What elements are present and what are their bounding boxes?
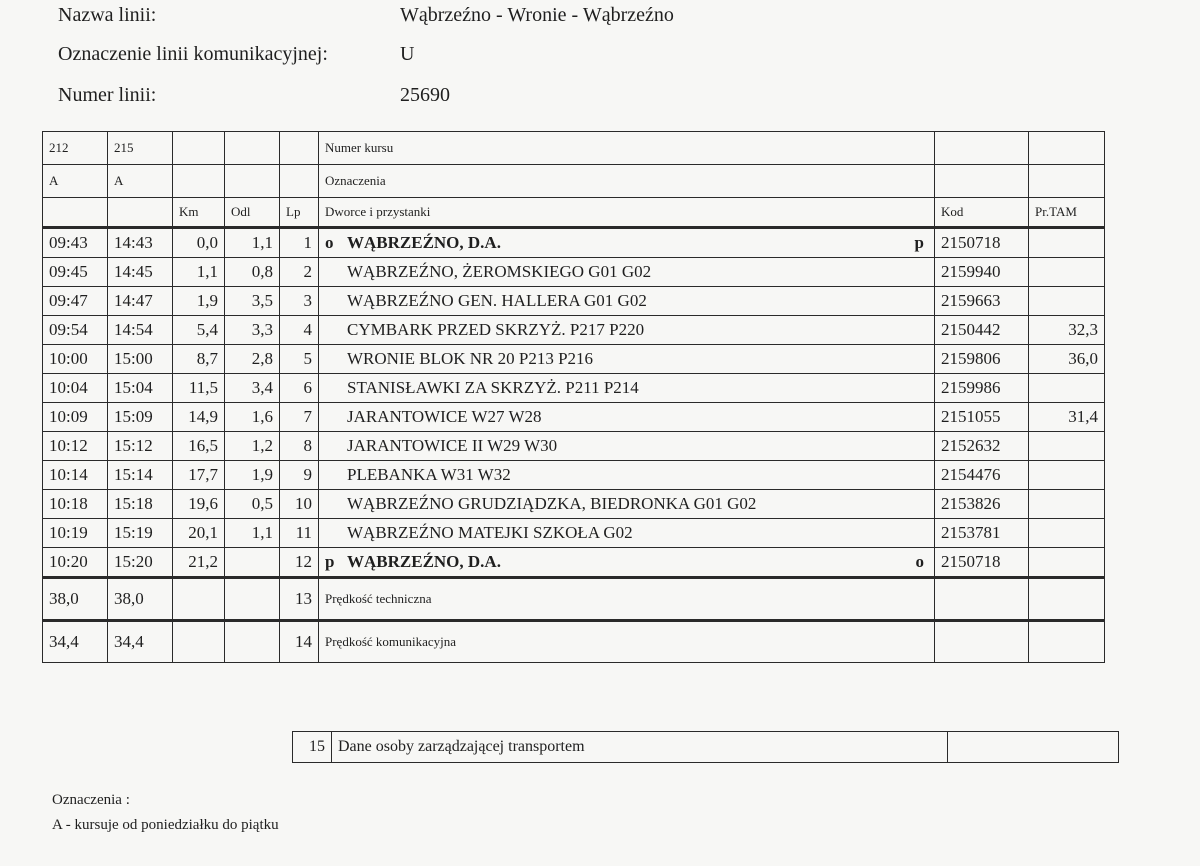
distance-km: 21,2 <box>173 548 225 578</box>
col-km: Km <box>173 198 225 228</box>
stop-code: 2150442 <box>935 316 1029 345</box>
stop-code: 2159663 <box>935 287 1029 316</box>
stop-lp: 12 <box>280 548 319 578</box>
stop-lp: 2 <box>280 258 319 287</box>
distance-odl: 1,1 <box>225 228 280 258</box>
stop-lp: 10 <box>280 490 319 519</box>
stop-code: 2152632 <box>935 432 1029 461</box>
distance-km: 16,5 <box>173 432 225 461</box>
distance-odl: 0,5 <box>225 490 280 519</box>
stop-lp: 4 <box>280 316 319 345</box>
stop-row <box>43 432 1105 461</box>
header-markings: Oznaczenia <box>319 165 935 198</box>
distance-km: 20,1 <box>173 519 225 548</box>
stop-name: WĄBRZEŹNO, D.A. <box>347 552 501 571</box>
stop-prtam <box>1029 228 1105 258</box>
distance-odl <box>225 548 280 578</box>
stop-name: WĄBRZEŹNO, D.A. <box>347 233 501 252</box>
line-name-value: Wąbrzeźno - Wronie - Wąbrzeźno <box>400 4 674 26</box>
departure-time-1: 10:04 <box>43 374 108 403</box>
legend-item-a: A - kursuje od poniedziałku do piątku <box>52 817 279 833</box>
stop-lp: 9 <box>280 461 319 490</box>
stop-lp: 7 <box>280 403 319 432</box>
line-number-value: 25690 <box>400 84 450 106</box>
departure-time-2: 14:54 <box>108 316 173 345</box>
col-prtam: Pr.TAM <box>1029 198 1105 228</box>
stop-name: WĄBRZEŹNO GEN. HALLERA G01 G02 <box>347 291 647 310</box>
stop-prtam <box>1029 548 1105 578</box>
departure-time-1: 10:00 <box>43 345 108 374</box>
stop-prtam <box>1029 432 1105 461</box>
departure-time-2: 14:45 <box>108 258 173 287</box>
distance-km: 5,4 <box>173 316 225 345</box>
course-number-1: 212 <box>43 132 108 165</box>
stop-cell <box>319 432 935 461</box>
stop-lp: 8 <box>280 432 319 461</box>
manager-lp: 15 <box>293 732 332 763</box>
stop-row <box>43 461 1105 490</box>
speed-value-2: 38,0 <box>108 578 173 621</box>
stop-lp: 5 <box>280 345 319 374</box>
stop-cell <box>319 258 935 287</box>
stop-row <box>43 287 1105 316</box>
legend-title: Oznaczenia : <box>52 792 130 808</box>
departure-time-2: 15:14 <box>108 461 173 490</box>
stop-prtam: 36,0 <box>1029 345 1105 374</box>
stop-name: WRONIE BLOK NR 20 P213 P216 <box>347 349 594 368</box>
stop-cell <box>319 519 935 548</box>
stop-row <box>43 228 1105 258</box>
stop-name: CYMBARK PRZED SKRZYŻ. P217 P220 <box>347 320 645 339</box>
stop-code: 2150718 <box>935 228 1029 258</box>
distance-km: 1,1 <box>173 258 225 287</box>
departure-time-2: 15:18 <box>108 490 173 519</box>
stop-code: 2151055 <box>935 403 1029 432</box>
distance-odl: 1,1 <box>225 519 280 548</box>
stop-row <box>43 490 1105 519</box>
stop-name: WĄBRZEŹNO MATEJKI SZKOŁA G02 <box>347 523 633 542</box>
departure-time-1: 09:45 <box>43 258 108 287</box>
stop-name: JARANTOWICE II W29 W30 <box>347 436 558 455</box>
distance-odl: 1,6 <box>225 403 280 432</box>
stop-lp: 1 <box>280 228 319 258</box>
stop-mark-left: p <box>325 552 335 571</box>
stop-name: WĄBRZEŹNO GRUDZIĄDZKA, BIEDRONKA G01 G02 <box>347 494 757 513</box>
stop-cell <box>319 287 935 316</box>
col-stops: Dworce i przystanki <box>319 198 935 228</box>
departure-time-2: 15:04 <box>108 374 173 403</box>
speed-value-1: 34,4 <box>43 621 108 663</box>
distance-odl: 3,4 <box>225 374 280 403</box>
speed-technical-row <box>43 578 1105 621</box>
stop-code: 2159806 <box>935 345 1029 374</box>
col-odl: Odl <box>225 198 280 228</box>
stop-prtam: 31,4 <box>1029 403 1105 432</box>
stop-name: WĄBRZEŹNO, ŻEROMSKIEGO G01 G02 <box>347 262 652 281</box>
distance-odl: 1,2 <box>225 432 280 461</box>
stop-code: 2154476 <box>935 461 1029 490</box>
distance-km: 0,0 <box>173 228 225 258</box>
header-course-number: Numer kursu <box>319 132 935 165</box>
departure-time-2: 15:09 <box>108 403 173 432</box>
header-row-columns <box>43 198 1105 228</box>
speed-value-2: 34,4 <box>108 621 173 663</box>
stop-cell <box>319 345 935 374</box>
distance-odl: 0,8 <box>225 258 280 287</box>
speed-lp: 14 <box>280 621 319 663</box>
stop-row <box>43 316 1105 345</box>
departure-time-1: 09:43 <box>43 228 108 258</box>
departure-time-2: 14:43 <box>108 228 173 258</box>
course-mark-1: A <box>43 165 108 198</box>
stop-code: 2159940 <box>935 258 1029 287</box>
departure-time-2: 15:12 <box>108 432 173 461</box>
stop-prtam <box>1029 519 1105 548</box>
stop-row <box>43 345 1105 374</box>
departure-time-1: 09:54 <box>43 316 108 345</box>
stop-lp: 3 <box>280 287 319 316</box>
stop-lp: 11 <box>280 519 319 548</box>
stop-prtam <box>1029 461 1105 490</box>
header-row-course-number <box>43 132 1105 165</box>
speed-commercial-row <box>43 621 1105 663</box>
stop-name: STANISŁAWKI ZA SKRZYŻ. P211 P214 <box>347 378 639 397</box>
stop-mark-right: o <box>915 552 924 571</box>
course-number-2: 215 <box>108 132 173 165</box>
stop-code: 2153781 <box>935 519 1029 548</box>
distance-odl: 2,8 <box>225 345 280 374</box>
stop-row <box>43 374 1105 403</box>
distance-km: 14,9 <box>173 403 225 432</box>
distance-odl: 1,9 <box>225 461 280 490</box>
stop-code: 2153826 <box>935 490 1029 519</box>
departure-time-2: 14:47 <box>108 287 173 316</box>
speed-label: Prędkość komunikacyjna <box>319 621 935 663</box>
col-lp: Lp <box>280 198 319 228</box>
departure-time-1: 10:19 <box>43 519 108 548</box>
stop-code: 2159986 <box>935 374 1029 403</box>
distance-km: 19,6 <box>173 490 225 519</box>
distance-km: 8,7 <box>173 345 225 374</box>
course-mark-2: A <box>108 165 173 198</box>
departure-time-1: 09:47 <box>43 287 108 316</box>
stop-prtam <box>1029 287 1105 316</box>
stop-cell <box>319 228 935 258</box>
stop-prtam <box>1029 490 1105 519</box>
header-row-markings <box>43 165 1105 198</box>
stop-row <box>43 519 1105 548</box>
departure-time-1: 10:14 <box>43 461 108 490</box>
departure-time-1: 10:18 <box>43 490 108 519</box>
stop-row <box>43 403 1105 432</box>
stop-prtam <box>1029 374 1105 403</box>
line-code-label: Oznaczenie linii komunikacyjnej: <box>58 43 328 65</box>
distance-odl: 3,3 <box>225 316 280 345</box>
stop-cell <box>319 461 935 490</box>
departure-time-1: 10:12 <box>43 432 108 461</box>
timetable <box>42 131 1105 663</box>
manager-label: Dane osoby zarządzającej transportem <box>332 732 948 763</box>
stop-row <box>43 548 1105 578</box>
stop-prtam: 32,3 <box>1029 316 1105 345</box>
departure-time-1: 10:20 <box>43 548 108 578</box>
stop-mark-right: p <box>914 233 924 252</box>
speed-value-1: 38,0 <box>43 578 108 621</box>
departure-time-2: 15:00 <box>108 345 173 374</box>
departure-time-1: 10:09 <box>43 403 108 432</box>
col-kod: Kod <box>935 198 1029 228</box>
speed-lp: 13 <box>280 578 319 621</box>
line-code-value: U <box>400 43 415 65</box>
distance-km: 17,7 <box>173 461 225 490</box>
stop-cell <box>319 548 935 578</box>
stop-code: 2150718 <box>935 548 1029 578</box>
stop-cell <box>319 490 935 519</box>
distance-odl: 3,5 <box>225 287 280 316</box>
stop-mark-left: o <box>325 233 334 252</box>
stop-cell <box>319 316 935 345</box>
stop-lp: 6 <box>280 374 319 403</box>
distance-km: 1,9 <box>173 287 225 316</box>
line-number-label: Numer linii: <box>58 84 157 106</box>
speed-label: Prędkość techniczna <box>319 578 935 621</box>
stop-name: PLEBANKA W31 W32 <box>347 465 511 484</box>
stop-cell <box>319 403 935 432</box>
departure-time-2: 15:19 <box>108 519 173 548</box>
stop-row <box>43 258 1105 287</box>
stop-cell <box>319 374 935 403</box>
departure-time-2: 15:20 <box>108 548 173 578</box>
manager-box <box>292 731 1119 763</box>
stop-name: JARANTOWICE W27 W28 <box>347 407 542 426</box>
line-name-label: Nazwa linii: <box>58 4 157 26</box>
distance-km: 11,5 <box>173 374 225 403</box>
stop-prtam <box>1029 258 1105 287</box>
manager-row <box>293 732 1119 763</box>
